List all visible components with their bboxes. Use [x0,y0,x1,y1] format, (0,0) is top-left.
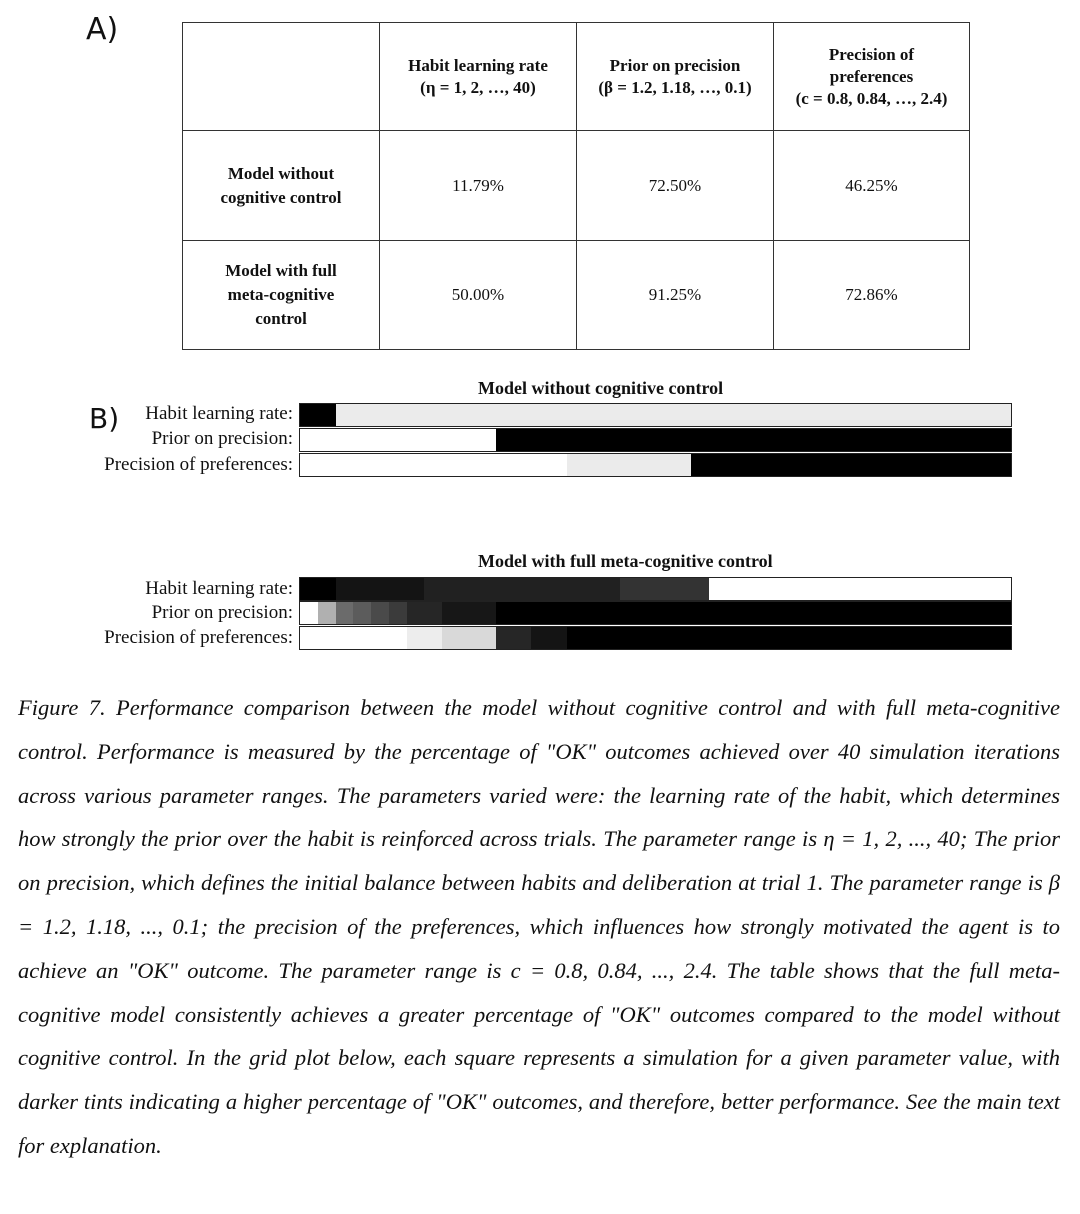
heatmap-cell [869,429,887,451]
heatmap-cell [745,429,763,451]
heatmap-cell [798,429,816,451]
heatmap-cell [673,429,691,451]
heatmap-cell [371,454,389,476]
heatmap-cell [798,627,816,649]
heatmap-cell [762,404,780,426]
table-header-precision-of-preferences [774,23,970,131]
heatmap-cell [905,429,923,451]
heatmap-cell [371,404,389,426]
heatmap-cell [567,429,585,451]
heatmap-cell [887,404,905,426]
heatmap-cell [656,454,674,476]
heatmap-cell [460,602,478,624]
heatmap-cell [745,578,763,600]
heatmap-cell [460,578,478,600]
heatmap-cell [958,602,976,624]
heatmap-cell [407,578,425,600]
heatmap-cell [336,429,354,451]
header-text: Precision of preferences (c = 0.8, 0.84, …, 2.4) [795,44,948,108]
heatmap-cell [353,454,371,476]
panel-a-label: A) [86,12,119,47]
heatmap-cell [602,404,620,426]
heatmap-cell [531,602,549,624]
heatmap-cell [442,454,460,476]
heatmap-cell [976,627,994,649]
heatmap-cell [940,627,958,649]
cell-value: 91.25% [577,241,774,350]
table-header-habit-learning-rate [380,23,577,131]
heatmap-cell [336,404,354,426]
heatmap-cell [336,602,354,624]
heatmap-cell [549,627,567,649]
heatmap-cell [958,454,976,476]
heatmap-cell [496,578,514,600]
heatmap-cell [353,404,371,426]
heatmap-cell [602,429,620,451]
heatmap-cell [851,404,869,426]
heatmap-cell [460,429,478,451]
heatmap-cell [905,627,923,649]
heatmap-cell [567,627,585,649]
heatmap-cell [958,404,976,426]
heatmap-cell [478,627,496,649]
heatmap-cell [976,404,994,426]
heatmap-cell [851,602,869,624]
heatmap-cell [318,429,336,451]
heatmap-cell [816,404,834,426]
heatmap-cell [496,627,514,649]
cell-value: 11.79% [380,131,577,241]
heatmap-cell [549,404,567,426]
heatmap-cell [727,578,745,600]
heatmap-cell [798,404,816,426]
heatmap-cell [727,404,745,426]
heatmap-cell [353,602,371,624]
heatmap-cell [993,602,1011,624]
heatmap-cell [638,602,656,624]
heatmap-cell [762,602,780,624]
heatmap-cell [833,454,851,476]
heatmap-cell [940,602,958,624]
heatmap-cell [496,404,514,426]
heatmap-cell [567,454,585,476]
heatmap-cell [602,602,620,624]
heatmap-cell [478,404,496,426]
heatmap-cell [371,627,389,649]
heatmap-cell [638,429,656,451]
heatmap-cell [513,627,531,649]
heatmap-cell [940,578,958,600]
heatmap-cell [549,429,567,451]
heatmap-cell [585,429,603,451]
heatmap-cell [976,454,994,476]
heatmap-cell [762,454,780,476]
heatmap-cell [567,602,585,624]
heatmap-cell [442,627,460,649]
heatmap-cell [727,429,745,451]
heatmap-cell [496,602,514,624]
heatmap-cell [976,578,994,600]
grid-title-full-meta-control: Model with full meta-cognitive control [478,551,773,571]
heatmap-cell [780,429,798,451]
grid-row-preferences-without-control [299,453,1012,477]
heatmap-cell [424,404,442,426]
heatmap-cell [887,578,905,600]
heatmap-cell [816,602,834,624]
heatmap-cell [691,602,709,624]
heatmap-cell [833,404,851,426]
heatmap-cell [496,429,514,451]
heatmap-cell [940,404,958,426]
heatmap-cell [709,429,727,451]
header-text: Prior on precision (β = 1.2, 1.18, …, 0.1) [598,55,752,97]
heatmap-cell [709,602,727,624]
heatmap-cell [531,578,549,600]
heatmap-cell [940,429,958,451]
heatmap-cell [353,627,371,649]
heatmap-cell [905,602,923,624]
heatmap-cell [762,429,780,451]
heatmap-cell [549,602,567,624]
heatmap-cell [620,602,638,624]
heatmap-cell [424,602,442,624]
table-row [183,241,970,350]
heatmap-cell [673,454,691,476]
grid-row-prior-without-control [299,428,1012,452]
heatmap-cell [798,578,816,600]
heatmap-cell [993,429,1011,451]
heatmap-cell [798,602,816,624]
heatmap-cell [656,602,674,624]
heatmap-cell [816,578,834,600]
heatmap-cell [318,627,336,649]
heatmap-cell [709,578,727,600]
heatmap-cell [851,454,869,476]
heatmap-cell [745,627,763,649]
table-header-row [183,23,970,131]
heatmap-cell [638,578,656,600]
heatmap-cell [887,454,905,476]
heatmap-cell [620,404,638,426]
grid-row-prior-full-meta [299,601,1012,625]
heatmap-cell [460,627,478,649]
heatmap-cell [958,429,976,451]
cell-value: 50.00% [380,241,577,350]
heatmap-cell [300,602,318,624]
heatmap-cell [585,454,603,476]
results-table [182,22,970,350]
heatmap-cell [993,404,1011,426]
heatmap-cell [851,429,869,451]
heatmap-cell [762,578,780,600]
heatmap-cell [993,578,1011,600]
heatmap-cell [709,627,727,649]
heatmap-cell [300,429,318,451]
heatmap-cell [833,429,851,451]
heatmap-cell [585,578,603,600]
heatmap-cell [407,602,425,624]
panel-b-label: B) [89,402,120,435]
heatmap-cell [300,627,318,649]
table-header-prior-on-precision [577,23,774,131]
heatmap-cell [673,602,691,624]
grid-row-label: Precision of preferences: [104,627,293,648]
heatmap-cell [407,429,425,451]
heatmap-cell [887,602,905,624]
heatmap-cell [816,454,834,476]
heatmap-cell [407,627,425,649]
heatmap-cell [318,404,336,426]
cell-value: 72.86% [774,241,970,350]
heatmap-cell [745,454,763,476]
heatmap-cell [389,454,407,476]
heatmap-cell [905,404,923,426]
heatmap-cell [993,454,1011,476]
heatmap-cell [424,578,442,600]
heatmap-cell [922,578,940,600]
heatmap-cell [780,602,798,624]
heatmap-cell [513,404,531,426]
heatmap-cell [531,404,549,426]
heatmap-cell [585,404,603,426]
heatmap-cell [780,454,798,476]
heatmap-cell [371,429,389,451]
heatmap-cell [478,602,496,624]
heatmap-cell [638,454,656,476]
heatmap-cell [424,454,442,476]
heatmap-cell [691,454,709,476]
heatmap-cell [940,454,958,476]
row-label-without-control [183,131,380,241]
heatmap-cell [300,578,318,600]
heatmap-cell [887,627,905,649]
heatmap-cell [336,627,354,649]
heatmap-cell [620,578,638,600]
heatmap-cell [638,404,656,426]
heatmap-cell [780,627,798,649]
grid-row-habit-without-control [299,403,1012,427]
header-text: Habit learning rate (η = 1, 2, …, 40) [408,55,548,97]
heatmap-cell [389,429,407,451]
heatmap-cell [300,454,318,476]
heatmap-cell [620,429,638,451]
heatmap-cell [691,429,709,451]
heatmap-cell [442,429,460,451]
heatmap-cell [993,627,1011,649]
cell-value: 46.25% [774,131,970,241]
heatmap-cell [745,404,763,426]
heatmap-cell [745,602,763,624]
heatmap-cell [602,578,620,600]
row-label-text: Model without cognitive control [220,163,342,207]
heatmap-cell [371,578,389,600]
heatmap-cell [424,627,442,649]
heatmap-cell [318,602,336,624]
heatmap-cell [620,454,638,476]
heatmap-cell [389,602,407,624]
heatmap-cell [976,429,994,451]
grid-row-label: Precision of preferences: [104,454,293,475]
heatmap-cell [442,602,460,624]
heatmap-cell [531,454,549,476]
heatmap-cell [922,627,940,649]
heatmap-cell [336,578,354,600]
heatmap-cell [585,602,603,624]
heatmap-cell [478,578,496,600]
cell-value: 72.50% [577,131,774,241]
heatmap-cell [905,454,923,476]
heatmap-cell [851,578,869,600]
heatmap-cell [442,404,460,426]
heatmap-cell [353,429,371,451]
heatmap-cell [656,404,674,426]
heatmap-cell [922,429,940,451]
heatmap-cell [531,429,549,451]
heatmap-cell [833,627,851,649]
heatmap-cell [673,404,691,426]
heatmap-cell [709,404,727,426]
heatmap-cell [424,429,442,451]
heatmap-cell [602,454,620,476]
heatmap-cell [460,404,478,426]
heatmap-cell [816,627,834,649]
heatmap-cell [318,454,336,476]
heatmap-cell [727,627,745,649]
row-label-full-meta-control [183,241,380,350]
heatmap-cell [478,429,496,451]
heatmap-cell [567,578,585,600]
heatmap-cell [673,627,691,649]
heatmap-cell [460,454,478,476]
heatmap-cell [620,627,638,649]
heatmap-cell [407,454,425,476]
table-header-empty [183,23,380,131]
grid-row-label: Habit learning rate: [145,403,293,424]
row-label-text: Model with full meta-cognitive control [225,261,337,328]
heatmap-cell [976,602,994,624]
heatmap-cell [336,454,354,476]
heatmap-cell [656,627,674,649]
heatmap-cell [567,404,585,426]
heatmap-cell [727,454,745,476]
heatmap-cell [513,454,531,476]
grid-title-without-control: Model without cognitive control [478,378,724,398]
heatmap-cell [389,627,407,649]
heatmap-cell [389,404,407,426]
heatmap-cell [798,454,816,476]
heatmap-cell [727,602,745,624]
heatmap-cell [905,578,923,600]
heatmap-cell [833,602,851,624]
heatmap-cell [922,404,940,426]
heatmap-cell [353,578,371,600]
heatmap-cell [869,578,887,600]
heatmap-cell [549,578,567,600]
heatmap-cell [887,429,905,451]
heatmap-cell [869,454,887,476]
heatmap-cell [833,578,851,600]
heatmap-cell [442,578,460,600]
heatmap-cell [780,404,798,426]
heatmap-cell [602,627,620,649]
heatmap-cell [691,578,709,600]
heatmap-cell [513,429,531,451]
grid-row-label: Prior on precision: [151,428,293,449]
heatmap-cell [691,404,709,426]
grid-row-label: Habit learning rate: [145,578,293,599]
heatmap-cell [922,454,940,476]
heatmap-cell [638,627,656,649]
heatmap-cell [709,454,727,476]
heatmap-cell [513,602,531,624]
heatmap-cell [407,404,425,426]
heatmap-cell [762,627,780,649]
heatmap-cell [656,578,674,600]
heatmap-cell [816,429,834,451]
grid-row-habit-full-meta [299,577,1012,601]
heatmap-cell [549,454,567,476]
heatmap-cell [958,578,976,600]
table-row [183,131,970,241]
figure-caption: Figure 7. Performance comparison between the model without cognitive control and with full meta-cognitive control. Performance is measured by the percentage of "OK" outcomes achieved over 40 simulation iterations across various parameter ranges. The parameters varied were: the learning rate of the habit, which determines how strongly the prior over the habit is reinforced across trials. The parameter range is η = 1, 2, ..., 40; The prior on precision, which defines the initial balance between habits and deliberation at trial 1. The parameter range is β = 1.2, 1.18, ..., 0.1; the precision of the preferences, which influences how strongly motivated the agent is to achieve an "OK" outcome. The parameter range is c = 0.8, 0.84, ..., 2.4. The table shows that the full meta-cognitive model consistently achieves a greater percentage of "OK" outcomes compared to the model without cognitive control. In the grid plot below, each square represents a simulation for a given parameter value, with darker tints indicating a higher percentage of "OK" outcomes, and therefore, better performance. See the main text for explanation. [18,695,1060,1158]
heatmap-cell [869,602,887,624]
heatmap-cell [496,454,514,476]
heatmap-cell [673,578,691,600]
heatmap-cell [851,627,869,649]
heatmap-cell [300,404,318,426]
grid-row-label: Prior on precision: [151,602,293,623]
heatmap-cell [318,578,336,600]
heatmap-cell [389,578,407,600]
heatmap-cell [869,627,887,649]
heatmap-cell [371,602,389,624]
heatmap-cell [958,627,976,649]
heatmap-cell [922,602,940,624]
heatmap-cell [780,578,798,600]
heatmap-cell [869,404,887,426]
heatmap-cell [691,627,709,649]
heatmap-cell [531,627,549,649]
heatmap-cell [478,454,496,476]
heatmap-cell [513,578,531,600]
heatmap-cell [656,429,674,451]
grid-row-preferences-full-meta [299,626,1012,650]
heatmap-cell [585,627,603,649]
